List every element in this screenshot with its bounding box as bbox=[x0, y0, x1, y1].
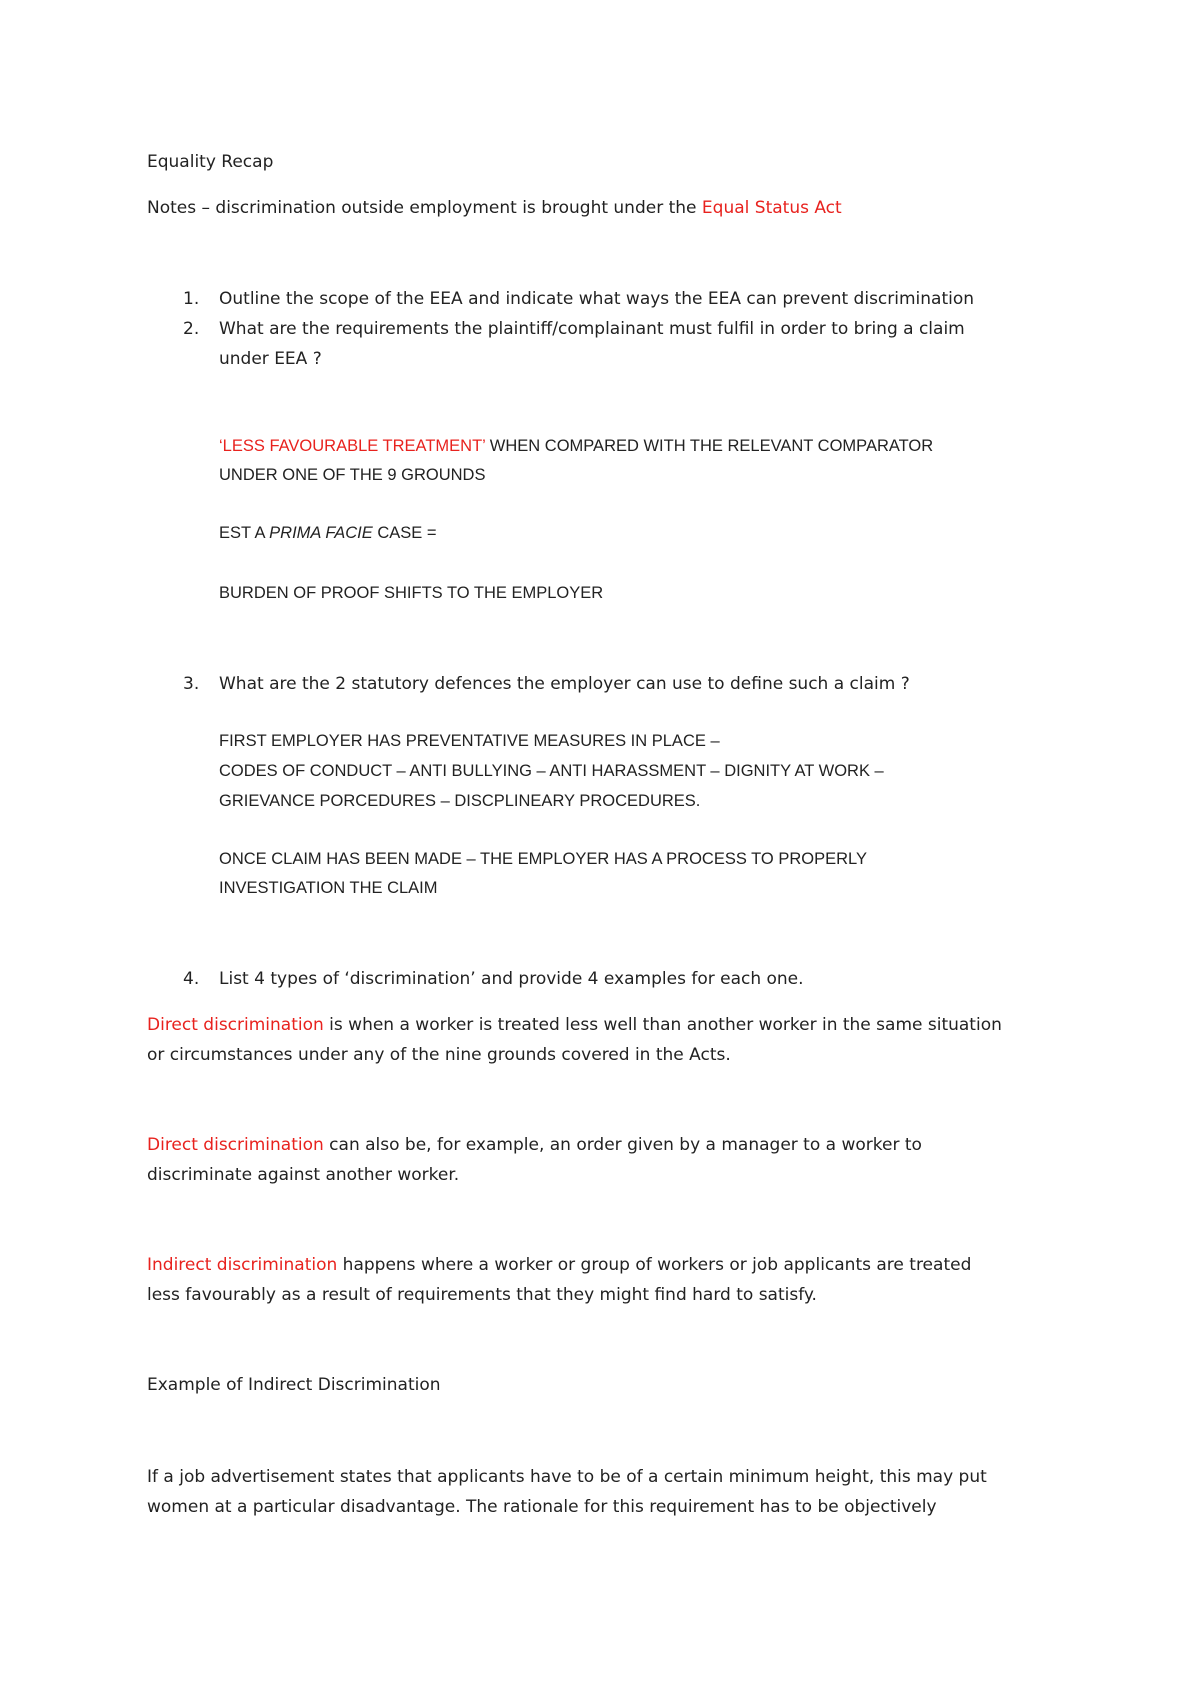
burden-of-proof-line: BURDEN OF PROOF SHIFTS TO THE EMPLOYER bbox=[219, 584, 604, 602]
answer-2-line-2: UNDER ONE OF THE 9 GROUNDS bbox=[219, 466, 486, 484]
direct-discrimination-2-line-2: discriminate against another worker. bbox=[147, 1165, 460, 1185]
question-1-number: 1. bbox=[183, 289, 200, 309]
question-3-number: 3. bbox=[183, 674, 200, 694]
direct-discrimination-1-line-2: or circumstances under any of the nine grounds covered in the Acts. bbox=[147, 1045, 731, 1065]
prima-facie-line bbox=[219, 522, 437, 544]
notes-line bbox=[147, 197, 842, 219]
less-favourable-treatment-text: ‘LESS FAVOURABLE TREATMENT’ bbox=[219, 437, 486, 455]
indirect-discrimination-rest: happens where a worker or group of workers or job applicants are treated bbox=[337, 1255, 972, 1275]
question-2-text-line-2: under EEA ? bbox=[219, 349, 322, 369]
answer-2-line-1-rest: WHEN COMPARED WITH THE RELEVANT COMPARATOR bbox=[485, 437, 934, 455]
document-title: Equality Recap bbox=[147, 152, 274, 172]
question-2-text-line-1: What are the requirements the plaintiff/complainant must fulfil in order to bring a claim bbox=[219, 319, 965, 339]
direct-discrimination-2-rest: can also be, for example, an order given by a manager to a worker to bbox=[323, 1135, 922, 1155]
answer-3-line-5: INVESTIGATION THE CLAIM bbox=[219, 879, 438, 897]
direct-discrimination-1-rest: is when a worker is treated less well than another worker in the same situation bbox=[323, 1015, 1002, 1035]
prima-facie-prefix: EST A bbox=[219, 524, 270, 542]
question-4-text: List 4 types of ‘discrimination’ and provide 4 examples for each one. bbox=[219, 969, 804, 989]
direct-discrimination-term: Direct discrimination bbox=[147, 1015, 324, 1035]
direct-discrimination-1-line-1 bbox=[147, 1014, 1002, 1036]
direct-discrimination-2-line-1 bbox=[147, 1134, 922, 1156]
notes-prefix: Notes – discrimination outside employment is brought under the bbox=[147, 198, 702, 218]
answer-3-line-2: CODES OF CONDUCT – ANTI BULLYING – ANTI HARASSMENT – DIGNITY AT WORK – bbox=[219, 762, 884, 780]
question-3-text: What are the 2 statutory defences the employer can use to define such a claim ? bbox=[219, 674, 910, 694]
question-1-text: Outline the scope of the EEA and indicate what ways the EEA can prevent discrimination bbox=[219, 289, 975, 309]
indirect-discrimination-term: Indirect discrimination bbox=[147, 1255, 338, 1275]
answer-3-line-3: GRIEVANCE PORCEDURES – DISCPLINEARY PROCEDURES. bbox=[219, 792, 701, 810]
answer-3-line-4: ONCE CLAIM HAS BEEN MADE – THE EMPLOYER HAS A PROCESS TO PROPERLY bbox=[219, 850, 867, 868]
example-line-2: women at a particular disadvantage. The rationale for this requirement has to be objectively bbox=[147, 1497, 937, 1517]
example-heading: Example of Indirect Discrimination bbox=[147, 1375, 441, 1395]
answer-2-line-1 bbox=[219, 435, 933, 457]
prima-facie-suffix: CASE = bbox=[372, 524, 437, 542]
question-4-number: 4. bbox=[183, 969, 200, 989]
direct-discrimination-term-2: Direct discrimination bbox=[147, 1135, 324, 1155]
question-2-number: 2. bbox=[183, 319, 200, 339]
answer-3-line-1: FIRST EMPLOYER HAS PREVENTATIVE MEASURES IN PLACE – bbox=[219, 732, 720, 750]
prima-facie-italic: PRIMA FACIE bbox=[269, 524, 373, 542]
example-line-1: If a job advertisement states that applicants have to be of a certain minimum height, this may put bbox=[147, 1467, 987, 1487]
indirect-discrimination-line-1 bbox=[147, 1254, 971, 1276]
indirect-discrimination-line-2: less favourably as a result of requirements that they might find hard to satisfy. bbox=[147, 1285, 817, 1305]
equal-status-act-link-text: Equal Status Act bbox=[701, 198, 842, 218]
